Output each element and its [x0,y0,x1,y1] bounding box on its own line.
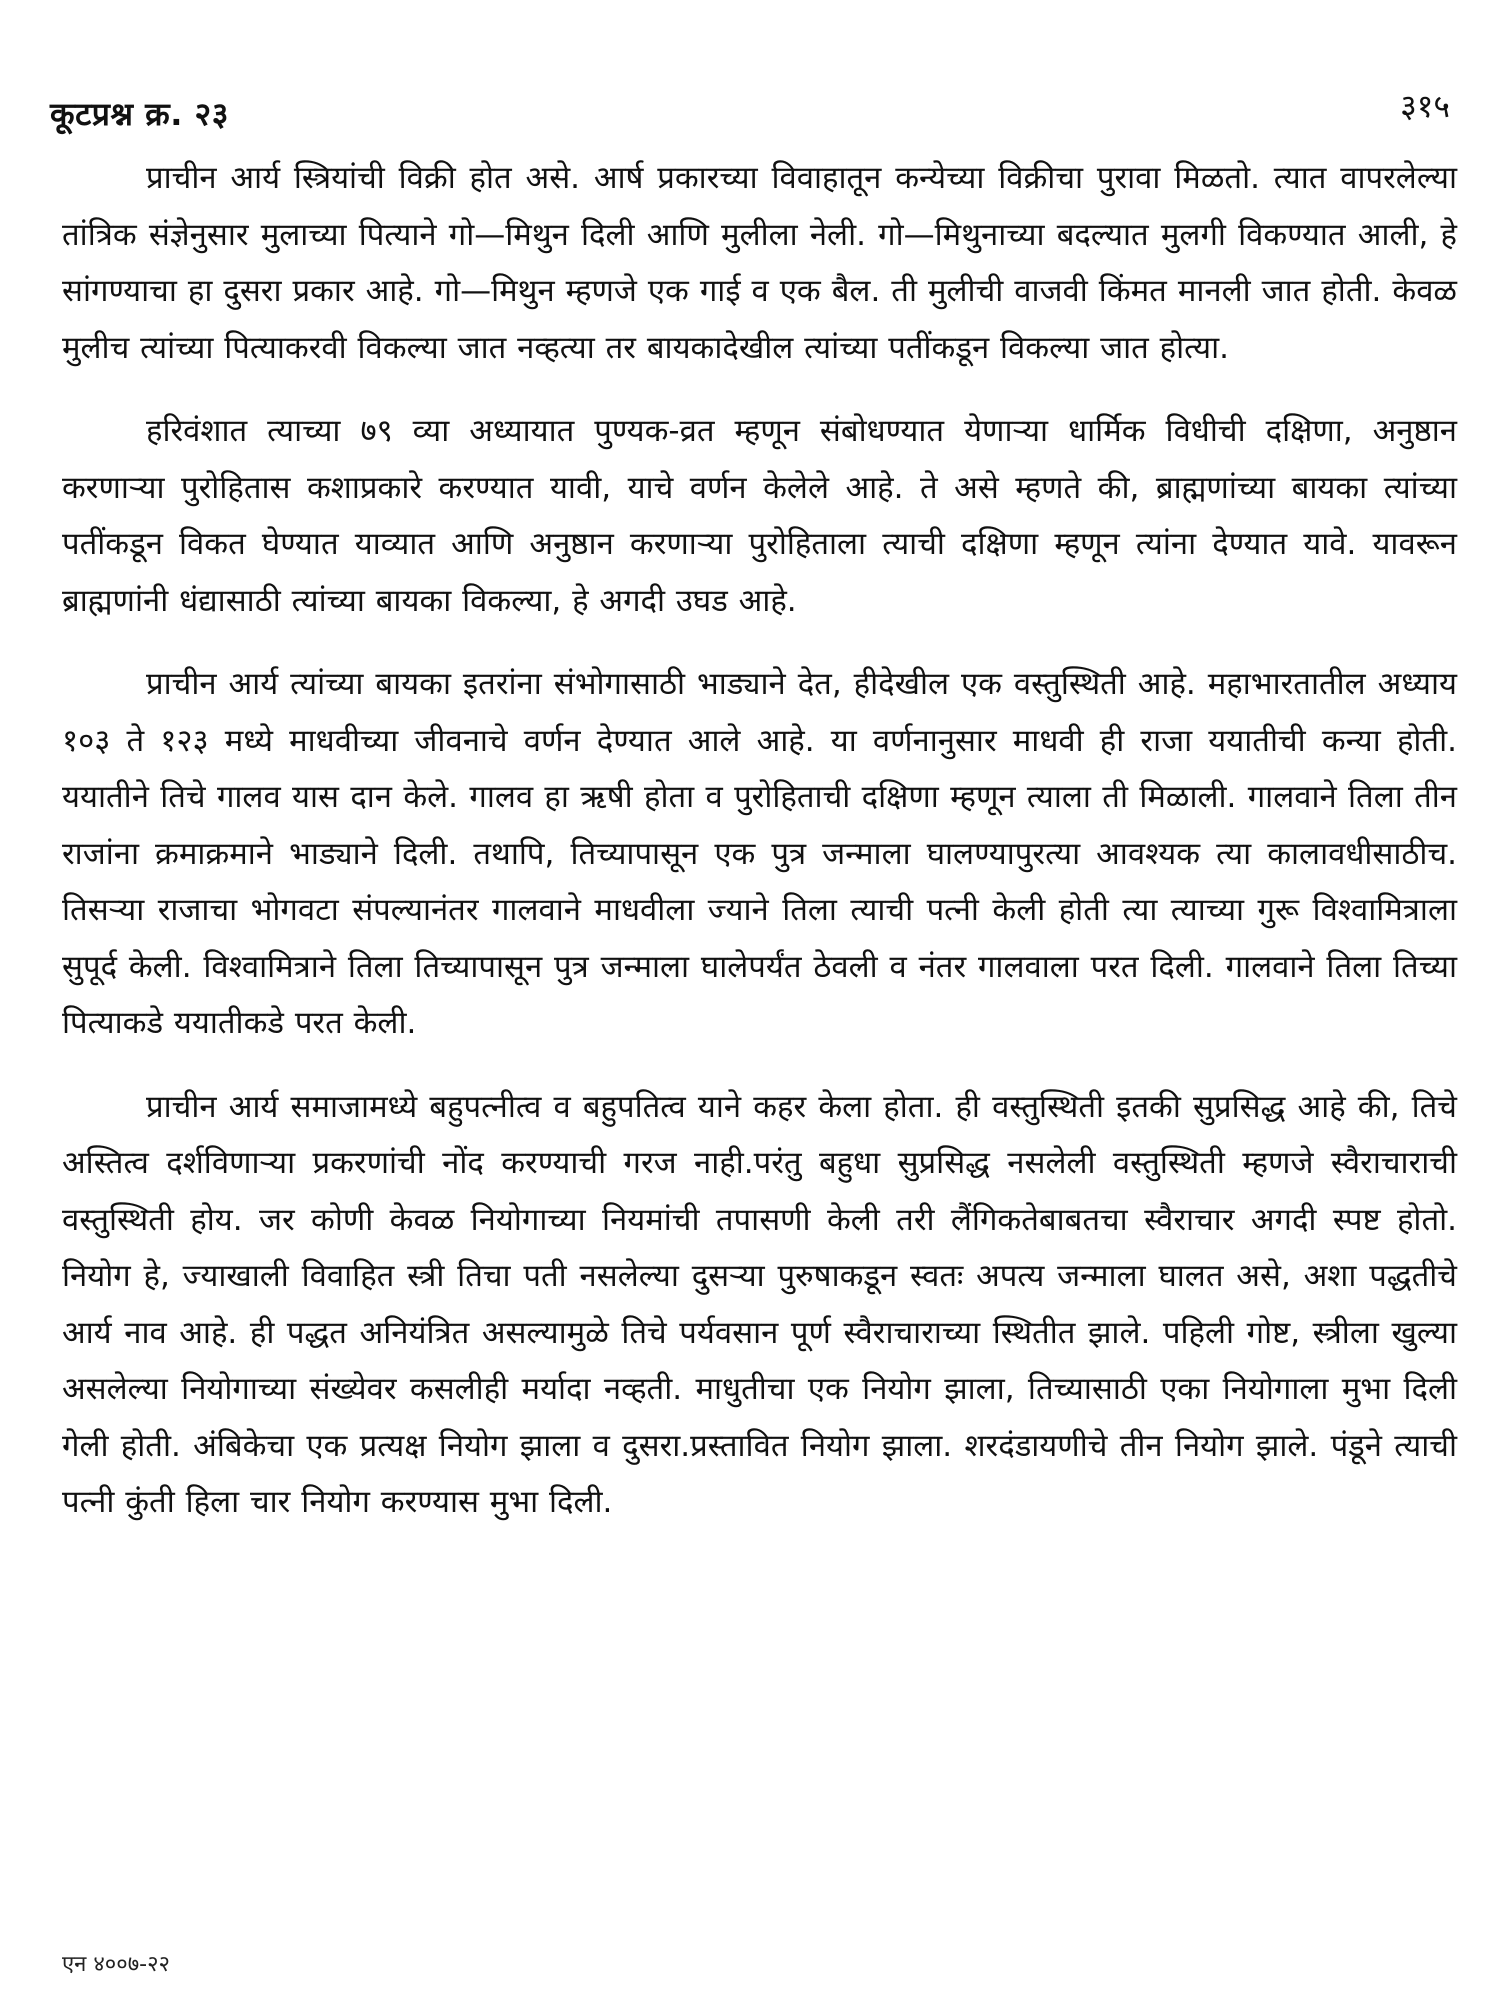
chapter-heading: कूटप्रश्न क्र. २३ [50,95,229,133]
paragraph-4: प्राचीन आर्य समाजामध्ये बहुपत्नीत्व व बहुपतित्व याने कहर केला होता. ही वस्तुस्थिती इतकी सुप्रसिद्ध आहे की, तिचे अस्तित्व दर्शविणाऱ्या प्रकरणांची नोंद करण्याची गरज नाही.परंतु बहुधा सुप्रसिद्ध नसलेली वस्तुस्थिती म्हणजे स्वैराचाराची वस्तुस्थिती होय. जर कोणी केवळ नियोगाच्या नियमांची तपासणी केली तरी लैंगिकतेबाबतचा स्वैराचार अगदी स्पष्ट होतो. नियोग हे, ज्याखाली विवाहित स्त्री तिचा पती नसलेल्या दुसऱ्या पुरुषाकडून स्वतः अपत्य जन्माला घालत असे, अशा पद्धतीचे आर्य नाव आहे. ही पद्धत अनियंत्रित असल्यामुळे तिचे पर्यवसान पूर्ण स्वैराचाराच्या स्थितीत झाले. पहिली गोष्ट, स्त्रीला खुल्या असलेल्या नियोगाच्या संख्येवर कसलीही मर्यादा नव्हती. माधुतीचा एक नियोग झाला, तिच्यासाठी एका नियोगाला मुभा दिली गेली होती. अंबिकेचा एक प्रत्यक्ष नियोग झाला व दुसरा.प्रस्तावित नियोग झाला. शरदंडायणीचे तीन नियोग झाले. पंडूने त्याची पत्नी कुंती हिला चार नियोग करण्यास मुभा दिली. [62,1088,1457,1520]
body-text [62,150,1457,1558]
footer-code: एन ४००७-२२ [62,1952,170,1977]
paragraph-3: प्राचीन आर्य त्यांच्या बायका इतरांना संभोगासाठी भाड्याने देत, हीदेखील एक वस्तुस्थिती आहे. महाभारतातील अध्याय १०३ ते १२३ मध्ये माधवीच्या जीवनाचे वर्णन देण्यात आले आहे. या वर्णनानुसार माधवी ही राजा ययातीची कन्या होती. ययातीने तिचे गालव यास दान केले. गालव हा ऋषी होता व पुरोहिताची दक्षिणा म्हणून त्याला ती मिळाली. गालवाने तिला तीन राजांना क्रमाक्रमाने भाड्याने दिली. तथापि, तिच्यापासून एक पुत्र जन्माला घालण्यापुरत्या आवश्यक त्या कालावधीसाठीच. तिसऱ्या राजाचा भोगवटा संपल्यानंतर गालवाने माधवीला ज्याने तिला त्याची पत्नी केली होती त्या त्याच्या गुरू विश्वामित्राला सुपूर्द केली. विश्वामित्राने तिला तिच्यापासून पुत्र जन्माला घालेपर्यंत ठेवली व नंतर गालवाला परत दिली. गालवाने तिला तिच्या पित्याकडे ययातीकडे परत केली. [62,666,1457,1041]
page-number: ३१५ [1400,87,1450,125]
paragraph-1: प्राचीन आर्य स्त्रियांची विक्री होत असे. आर्ष प्रकारच्या विवाहातून कन्येच्या विक्रीचा पुरावा मिळतो. त्यात वापरलेल्या तांत्रिक संज्ञेनुसार मुलाच्या पित्याने गो—मिथुन दिली आणि मुलीला नेली. गो—मिथुनाच्या बदल्यात मुलगी विकण्यात आली, हे सांगण्याचा हा दुसरा प्रकार आहे. गो—मिथुन म्हणजे एक गाई व एक बैल. ती मुलीची वाजवी किंमत मानली जात होती. केवळ मुलीच त्यांच्या पित्याकरवी विकल्या जात नव्हत्या तर बायकादेखील त्यांच्या पतींकडून विकल्या जात होत्या. [62,160,1457,366]
paragraph-2: हरिवंशात त्याच्या ७९ व्या अध्यायात पुण्यक-व्रत म्हणून संबोधण्यात येणाऱ्या धार्मिक विधीची दक्षिणा, अनुष्ठान करणाऱ्या पुरोहितास कशाप्रकारे करण्यात यावी, याचे वर्णन केलेले आहे. ते असे म्हणते की, ब्राह्मणांच्या बायका त्यांच्या पतींकडून विकत घेण्यात याव्यात आणि अनुष्ठान करणाऱ्या पुरोहिताला त्याची दक्षिणा म्हणून त्यांना देण्यात यावे. यावरून ब्राह्मणांनी धंद्यासाठी त्यांच्या बायका विकल्या, हे अगदी उघड आहे. [62,413,1457,619]
